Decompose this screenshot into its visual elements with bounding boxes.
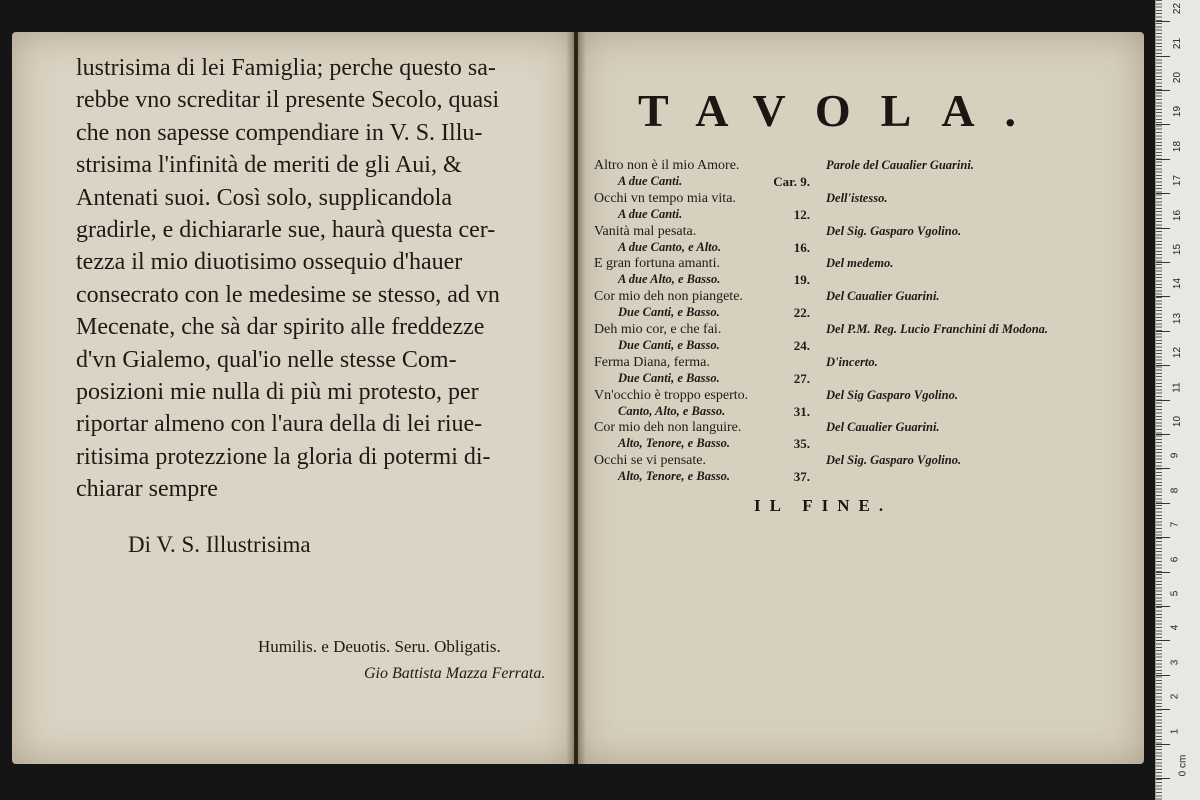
ruler-label: 13 xyxy=(1172,312,1184,324)
voices-label: Canto, Alto, e Basso. xyxy=(618,403,726,418)
index-entry xyxy=(594,453,1034,486)
author-credit: Del Caualier Guarini. xyxy=(826,289,940,304)
song-title: Vn'occhio è troppo esperto. xyxy=(594,387,749,403)
humble-servant-line: Humilis. e Deuotis. Seru. Obligatis. xyxy=(258,637,501,656)
voices-label: Alto, Tenore, e Basso. xyxy=(618,469,731,484)
page-number: Car. 9. xyxy=(773,174,810,189)
ruler-tick xyxy=(1156,262,1170,263)
ruler-tick xyxy=(1156,159,1170,160)
ruler-label: 4 xyxy=(1169,625,1181,631)
ruler-label: 3 xyxy=(1169,659,1181,666)
text-line: gradirle, e dichiararle sue, haurà questa cer- xyxy=(76,217,496,244)
ruler-tick xyxy=(1156,640,1170,641)
author-credit: Del Sig. Gasparo Vgolino. xyxy=(826,223,962,238)
end-marker: IL FINE. xyxy=(754,496,893,515)
ruler-tick xyxy=(1156,296,1170,297)
closing-salutation: Di V. S. Illustrisima xyxy=(128,532,311,557)
ruler-label: 2 xyxy=(1169,693,1181,700)
ruler-tick xyxy=(1156,468,1170,469)
page-number: 35. xyxy=(793,436,810,452)
ruler-label: 11 xyxy=(1171,381,1183,393)
index-entry xyxy=(594,420,1034,453)
ruler-label: 1 xyxy=(1169,728,1181,734)
author-credit: Del medemo. xyxy=(826,256,894,271)
song-title: Occhi se vi pensate. xyxy=(594,453,706,469)
ruler-label: 15 xyxy=(1172,243,1184,256)
page-number: 19. xyxy=(793,272,810,288)
author-credit: Parole del Caualier Guarini. xyxy=(826,158,974,172)
text-line: che non sapesse compendiare in V. S. Illu- xyxy=(76,119,483,146)
song-title: E gran fortuna amanti. xyxy=(594,256,720,272)
voices-label: A due Canto, e Alto. xyxy=(618,239,722,254)
ruler-tick xyxy=(1156,434,1170,435)
ruler-label: 0 cm xyxy=(1177,754,1189,777)
ruler-label: 17 xyxy=(1172,175,1184,187)
index-entry xyxy=(594,224,1034,257)
index-entry xyxy=(594,388,1034,421)
ruler-tick xyxy=(1156,744,1170,745)
text-line: strisima l'infinità de meriti de gli Aui, & xyxy=(76,152,462,179)
ruler-label: 9 xyxy=(1169,453,1181,459)
page-number: 24. xyxy=(793,337,810,353)
page-title: TAVOLA. xyxy=(638,85,1047,136)
index-entry xyxy=(594,256,1034,289)
text-line: consecrato con le medesime se stesso, ad vn xyxy=(76,281,500,308)
ruler-tick xyxy=(1156,606,1170,607)
text-line: Antenati suoi. Così solo, supplicandola xyxy=(76,184,452,211)
ruler-tick xyxy=(1156,778,1170,779)
ruler-label: 14 xyxy=(1172,278,1184,290)
ruler-tick xyxy=(1156,56,1170,57)
page-number: 22. xyxy=(793,305,810,321)
ruler-tick xyxy=(1156,365,1170,366)
voices-label: Due Canti, e Basso. xyxy=(618,337,720,352)
text-line: riportar almeno con l'aura della di lei riue- xyxy=(76,411,483,438)
ruler-tick xyxy=(1156,124,1170,125)
ruler-tick xyxy=(1156,90,1170,91)
song-title: Occhi vn tempo mia vita. xyxy=(594,190,736,206)
ruler-label: 16 xyxy=(1172,209,1184,221)
voices-label: Due Canti, e Basso. xyxy=(618,305,720,320)
song-title: Cor mio deh non languire. xyxy=(594,420,742,436)
ruler-label: 7 xyxy=(1169,521,1181,528)
measurement-ruler xyxy=(1155,0,1200,800)
signature: Gio Battista Mazza Ferrata. xyxy=(364,665,546,682)
song-title: Cor mio deh non piangete. xyxy=(594,289,743,305)
text-line: Mecenate, che sà dar spirito alle freddezze xyxy=(76,314,485,341)
voices-label: A due Canti. xyxy=(618,206,683,221)
ruler-label: 8 xyxy=(1169,487,1181,494)
text-line: chiarar sempre xyxy=(76,476,218,503)
ruler-tick xyxy=(1156,400,1170,401)
ruler-tick xyxy=(1156,503,1170,504)
ruler-tick xyxy=(1156,572,1170,573)
ruler-tick xyxy=(1156,21,1170,22)
voices-label: Alto, Tenore, e Basso. xyxy=(618,436,731,451)
text-line: rebbe vno screditar il presente Secolo, quasi xyxy=(76,87,500,114)
index-entry xyxy=(594,289,1034,322)
text-line: lustrisima di lei Famiglia; perche questo sa- xyxy=(76,55,496,81)
author-credit: Del Sig. Gasparo Vgolino. xyxy=(826,453,962,468)
ruler-tick xyxy=(1156,193,1170,194)
ruler-label: 18 xyxy=(1172,140,1184,152)
index-entry xyxy=(594,321,1049,355)
author-credit: Del Caualier Guarini. xyxy=(826,420,940,435)
voices-label: Due Canti, e Basso. xyxy=(618,370,720,385)
ruler-label: 20 xyxy=(1172,71,1184,84)
page-number: 16. xyxy=(793,239,810,255)
ruler-tick xyxy=(1156,228,1170,229)
index-entry xyxy=(594,158,1034,191)
ruler-label: 6 xyxy=(1169,556,1181,562)
page-number: 12. xyxy=(793,206,810,222)
voices-label: A due Canti. xyxy=(618,174,683,188)
author-credit: Del P.M. Reg. Lucio Franchini di Modona. xyxy=(826,321,1049,336)
book-gutter xyxy=(566,32,586,764)
ruler-label: 12 xyxy=(1172,347,1184,359)
voices-label: A due Alto, e Basso. xyxy=(618,272,721,287)
text-line: ritisima protezzione la gloria di potermi di- xyxy=(76,443,491,470)
ruler-tick xyxy=(1156,675,1170,676)
text-line: d'vn Gialemo, qual'io nelle stesse Com- xyxy=(76,346,457,373)
ruler-label: 19 xyxy=(1172,106,1184,118)
text-line: tezza il mio diuotisimo ossequio d'hauer xyxy=(76,249,463,276)
song-title: Altro non è il mio Amore. xyxy=(594,158,740,173)
ruler-label: 21 xyxy=(1172,37,1184,49)
page-number: 27. xyxy=(793,370,810,386)
ruler-label: 10 xyxy=(1172,415,1184,428)
ruler-tick xyxy=(1156,331,1170,332)
song-title: Vanità mal pesata. xyxy=(594,223,697,239)
page-number: 31. xyxy=(793,403,810,419)
index-entry xyxy=(594,355,1034,388)
index-entry xyxy=(594,191,1034,224)
text-line: posizioni mie nulla di più mi protesto, per xyxy=(76,379,479,406)
ruler-label: 22 xyxy=(1172,3,1184,15)
ruler-tick xyxy=(1156,537,1170,538)
author-credit: Dell'istesso. xyxy=(826,190,888,205)
song-title: Ferma Diana, ferma. xyxy=(594,354,710,370)
index-table xyxy=(594,158,1049,486)
song-title: Deh mio cor, e che fai. xyxy=(594,321,722,337)
dedication-text xyxy=(76,52,556,506)
author-credit: Del Sig Gasparo Vgolino. xyxy=(826,387,958,402)
page-number: 37. xyxy=(793,469,810,485)
ruler-label: 5 xyxy=(1169,590,1181,597)
author-credit: D'incerto. xyxy=(826,354,878,369)
ruler-tick xyxy=(1156,709,1170,710)
